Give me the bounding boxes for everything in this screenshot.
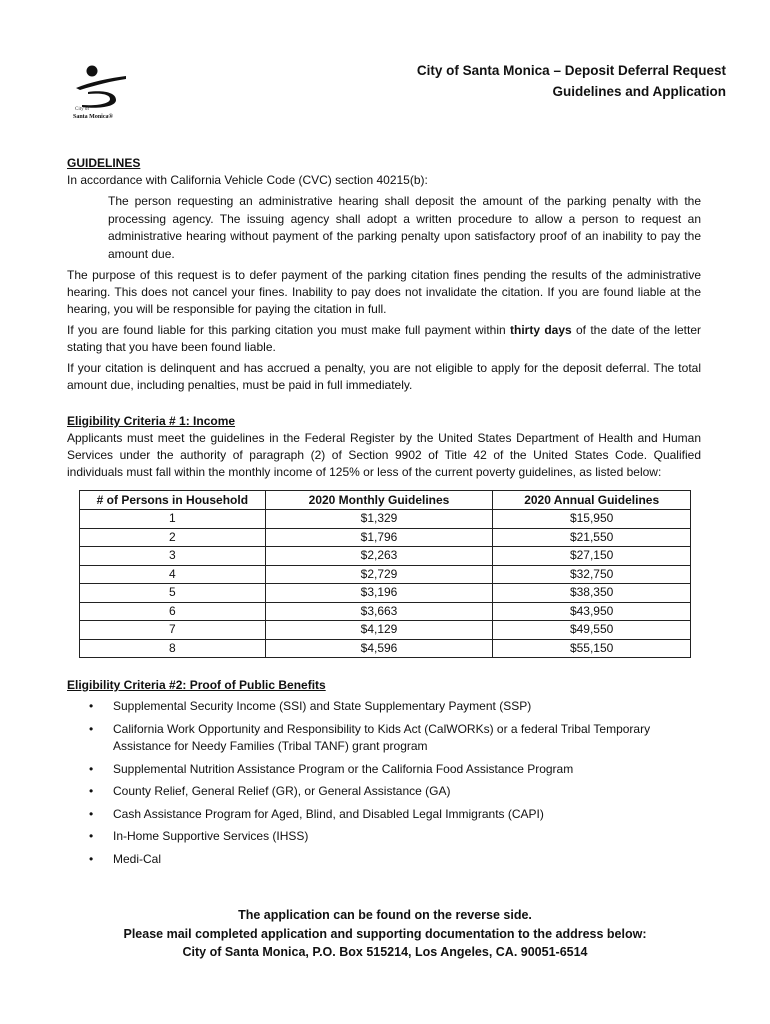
document-title (417, 60, 726, 102)
table-row (80, 565, 691, 584)
bullet-icon: • (89, 721, 94, 736)
list-item (67, 828, 701, 846)
title-line-2: Guidelines and Application (552, 84, 726, 99)
header-persons: # of Persons in Household (80, 491, 266, 510)
table-row (80, 547, 691, 566)
header-monthly: 2020 Monthly Guidelines (265, 491, 493, 510)
table-cell: $3,663 (265, 602, 493, 621)
table-row (80, 621, 691, 640)
table-cell: $15,950 (493, 510, 691, 529)
list-item-text: County Relief, General Relief (GR), or General Assistance (GA) (113, 784, 451, 798)
mailing-instructions (40, 906, 730, 962)
benefits-list (67, 698, 701, 868)
table-header-row (80, 491, 691, 510)
table-cell: $4,596 (265, 639, 493, 658)
table-cell: 5 (80, 584, 266, 603)
list-item-text: Supplemental Nutrition Assistance Program or the California Food Assistance Program (113, 761, 574, 776)
table-cell: $32,750 (493, 565, 691, 584)
table-cell: $3,196 (265, 584, 493, 603)
logo-city-of-text: City of (75, 107, 90, 112)
liable-paragraph (67, 322, 701, 356)
table-cell: $21,550 (493, 528, 691, 547)
table-cell: $1,329 (265, 510, 493, 529)
criteria1-text: Applicants must meet the guidelines in the Federal Register by the United States Department of Health and Human Services under the authority of paragraph (2) of Section 9902 of Title 42 of the United States Code. Qualified individuals must fall within the monthly income of 125% or less of the current poverty guidelines, as listed below: (67, 431, 701, 479)
list-item-text: Supplemental Security Income (SSI) and State Supplementary Payment (SSP) (113, 699, 532, 713)
list-item-text: Medi-Cal (113, 851, 162, 866)
table-cell: $55,150 (493, 639, 691, 658)
guidelines-heading: GUIDELINES (67, 156, 141, 170)
list-item (67, 698, 701, 716)
table-cell: $43,950 (493, 602, 691, 621)
table-cell: $27,150 (493, 547, 691, 566)
table-cell: $4,129 (265, 621, 493, 640)
list-item (67, 851, 701, 869)
document-body (67, 155, 701, 873)
criteria2-heading: Eligibility Criteria #2: Proof of Public Benefits (67, 678, 326, 692)
logo-name-text: Santa Monica® (73, 114, 113, 120)
table-cell: $38,350 (493, 584, 691, 603)
table-row (80, 639, 691, 658)
bullet-icon: • (89, 806, 94, 821)
list-item (67, 783, 701, 801)
table-cell: $49,550 (493, 621, 691, 640)
list-item (67, 806, 701, 824)
table-cell: 1 (80, 510, 266, 529)
delinquent-paragraph: If your citation is delinquent and has accrued a penalty, you are not eligible to apply for the deposit deferral. The total amount due, including penalties, must be paid in full immediately. (67, 361, 701, 392)
bullet-icon: • (89, 829, 94, 843)
table-row (80, 510, 691, 529)
table-cell: 4 (80, 565, 266, 584)
header-annual: 2020 Annual Guidelines (493, 491, 691, 510)
table-cell: $2,263 (265, 547, 493, 566)
table-row (80, 602, 691, 621)
table-cell: $2,729 (265, 565, 493, 584)
cvc-quote: The person requesting an administrative hearing shall deposit the amount of the parking penalty with the processing agency. The issuing agency shall adopt a written procedure to allow a person to request an administrative hearing without payment of the parking penalty upon satisfactory proof of an inability to pay the amount due. (108, 194, 701, 261)
poverty-guidelines-table (79, 490, 691, 658)
table-cell: 6 (80, 602, 266, 621)
bullet-icon: • (89, 784, 94, 798)
bullet-icon: • (89, 851, 94, 866)
liable-text-after: of the date of the letter stating that you have been found liable. (67, 323, 701, 354)
list-item (67, 721, 701, 756)
table-cell: $1,796 (265, 528, 493, 547)
purpose-paragraph: The purpose of this request is to defer payment of the parking citation fines pending the results of the administrative hearing. This does not cancel your fines. Inability to pay does not invalidate the citation. If you are found liable at the hearing, you will be responsible for paying the citation in full. (67, 268, 701, 316)
bullet-icon: • (89, 761, 94, 776)
thirty-days-emphasis: thirty days (510, 323, 572, 337)
list-item-text: In-Home Supportive Services (IHSS) (113, 829, 309, 843)
list-item (67, 761, 701, 779)
guidelines-intro: In accordance with California Vehicle Code (CVC) section 40215(b): (67, 173, 428, 187)
table-row (80, 584, 691, 603)
table-cell: 8 (80, 639, 266, 658)
bullet-icon: • (89, 699, 94, 713)
table-cell: 3 (80, 547, 266, 566)
criteria1-heading: Eligibility Criteria # 1: Income (67, 414, 236, 428)
liable-text-before: If you are found liable for this parking citation you must make full payment within (67, 323, 510, 337)
footer-line-2: Please mail completed application and supporting documentation to the address below: (123, 926, 647, 941)
table-row (80, 528, 691, 547)
title-line-1: City of Santa Monica – Deposit Deferral Request (416, 63, 726, 78)
footer-address: City of Santa Monica, P.O. Box 515214, Los Angeles, CA. 90051-6514 (182, 945, 588, 959)
footer-line-1: The application can be found on the reverse side. (238, 908, 532, 922)
list-item-text: California Work Opportunity and Responsibility to Kids Act (CalWORKs) or a federal Tribal Temporary Assistance for Needy Families (Tribal TANF) grant program (113, 721, 651, 753)
santa-monica-logo-icon (70, 60, 140, 110)
table-cell: 2 (80, 528, 266, 547)
list-item-text: Cash Assistance Program for Aged, Blind, and Disabled Legal Immigrants (CAPI) (113, 806, 544, 821)
table-cell: 7 (80, 621, 266, 640)
